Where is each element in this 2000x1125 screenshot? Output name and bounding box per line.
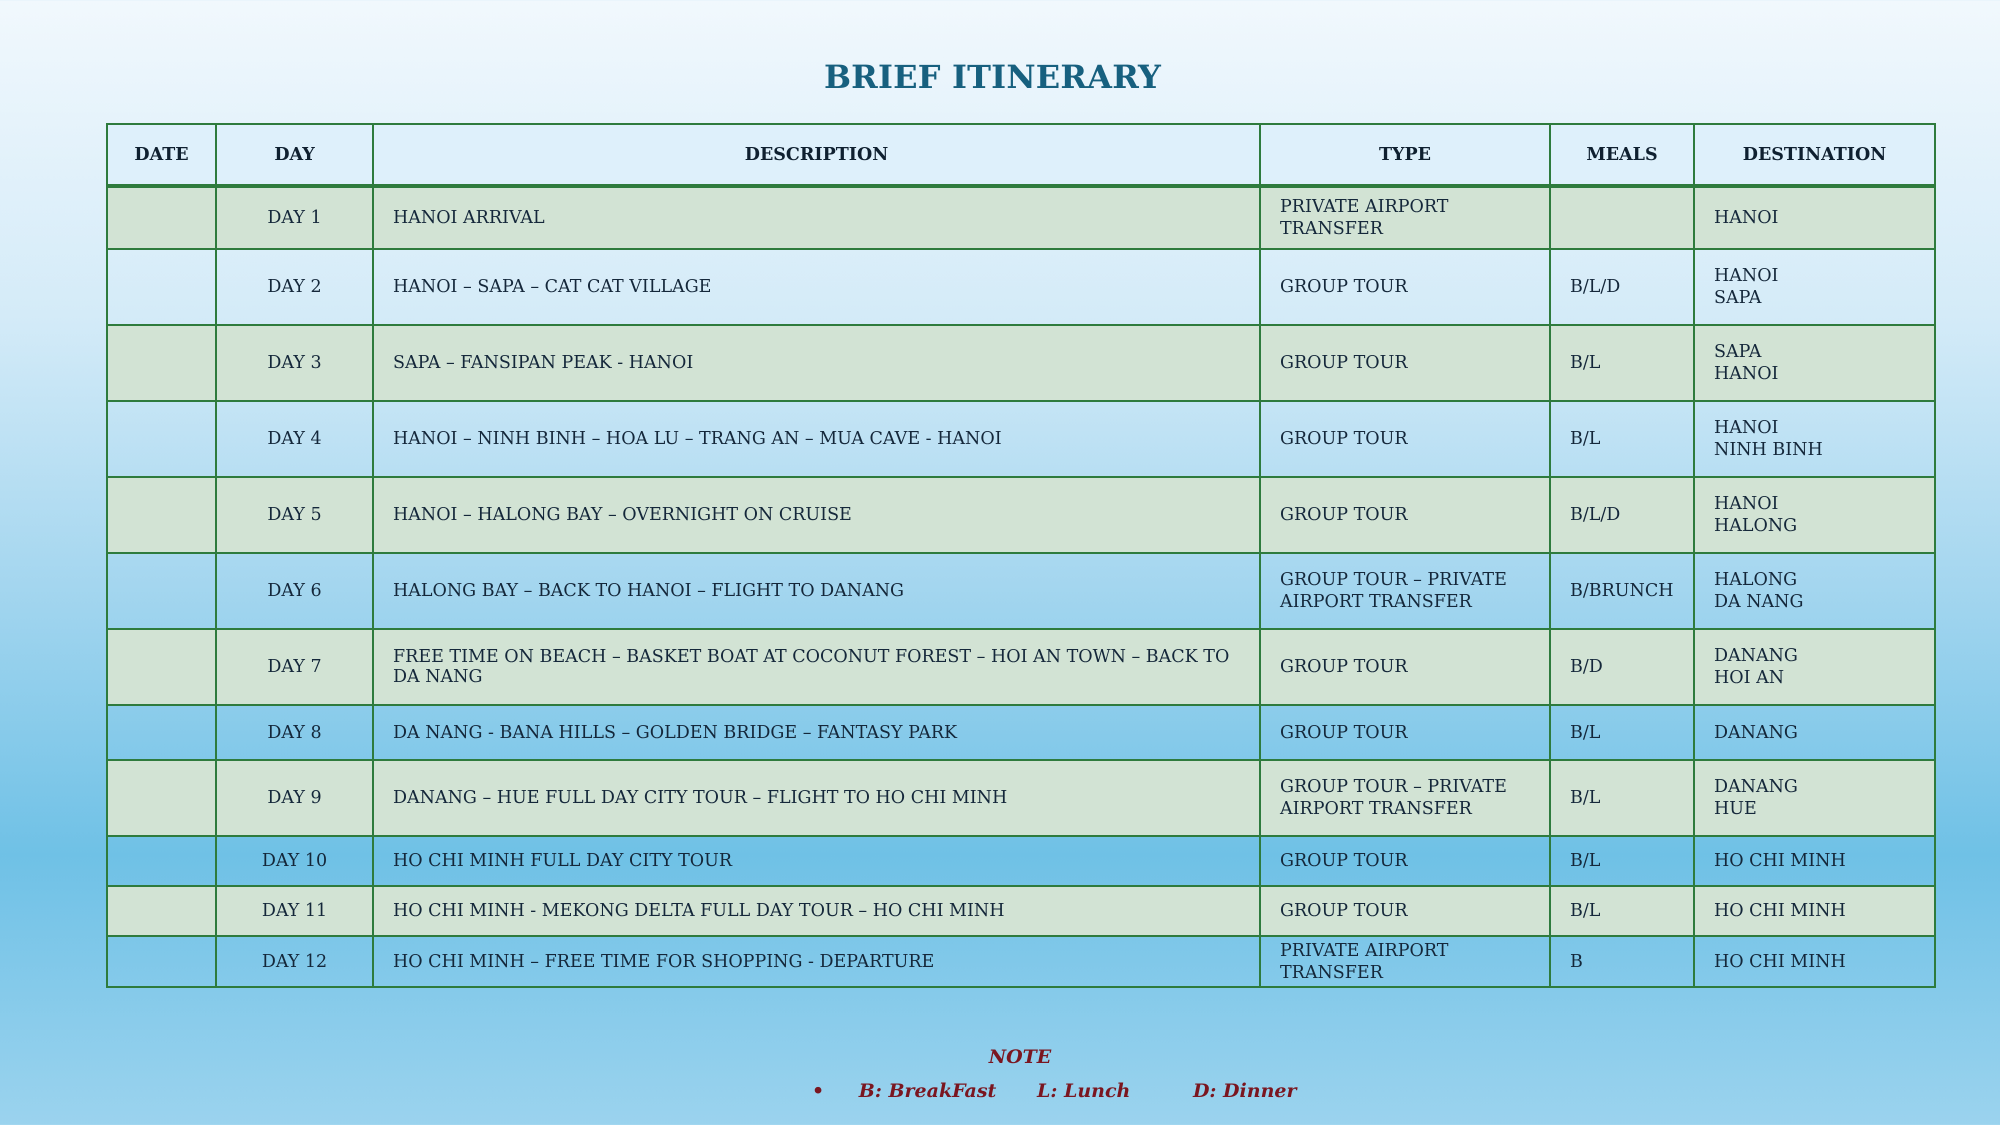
day-cell: DAY 9 (216, 760, 373, 836)
type-line: GROUP TOUR (1280, 277, 1408, 297)
destination-line: HO CHI MINH (1714, 851, 1846, 871)
type-line: GROUP TOUR (1280, 505, 1408, 525)
column-header-day: DAY (216, 124, 373, 186)
table-row (107, 477, 1935, 553)
destination-line: HOI AN (1714, 668, 1785, 688)
type-cell (1260, 629, 1550, 705)
type-cell (1260, 836, 1550, 886)
destination-line: HANOI (1714, 494, 1779, 514)
destination-line: SAPA (1714, 342, 1762, 362)
destination-cell (1694, 401, 1935, 477)
type-line: GROUP TOUR – PRIVATE (1280, 570, 1507, 590)
type-line: GROUP TOUR – PRIVATE (1280, 777, 1507, 797)
table-row (107, 553, 1935, 629)
description-cell: DANANG – HUE FULL DAY CITY TOUR – FLIGHT TO HO CHI MINH (373, 760, 1260, 836)
description-cell: SAPA – FANSIPAN PEAK - HANOI (373, 325, 1260, 401)
day-cell: DAY 7 (216, 629, 373, 705)
description-cell: DA NANG - BANA HILLS – GOLDEN BRIDGE – FANTASY PARK (373, 705, 1260, 760)
date-cell (107, 553, 216, 629)
column-header-meals: MEALS (1550, 124, 1694, 186)
type-line: AIRPORT TRANSFER (1280, 592, 1472, 612)
day-cell: DAY 3 (216, 325, 373, 401)
date-cell (107, 249, 216, 325)
type-cell (1260, 760, 1550, 836)
type-cell (1260, 401, 1550, 477)
type-line: AIRPORT TRANSFER (1280, 799, 1472, 819)
legend-lunch: L: Lunch (1036, 1080, 1131, 1102)
destination-line: HO CHI MINH (1714, 951, 1846, 972)
destination-line: HUE (1714, 799, 1757, 819)
day-cell: DAY 12 (216, 936, 373, 987)
destination-cell (1694, 936, 1935, 987)
itinerary-table (106, 123, 1936, 988)
destination-cell (1694, 477, 1935, 553)
destination-line: DANANG (1714, 777, 1798, 797)
date-cell (107, 325, 216, 401)
table-row (107, 629, 1935, 705)
type-line: PRIVATE AIRPORT TRANSFER (1280, 197, 1449, 239)
column-header-type: TYPE (1260, 124, 1550, 186)
type-cell (1260, 325, 1550, 401)
meals-cell: B/L (1550, 705, 1694, 760)
table-row (107, 886, 1935, 936)
type-line: GROUP TOUR (1280, 657, 1408, 677)
day-cell: DAY 5 (216, 477, 373, 553)
date-cell (107, 705, 216, 760)
date-cell (107, 836, 216, 886)
date-cell (107, 401, 216, 477)
meals-cell: B/D (1550, 629, 1694, 705)
destination-line: HO CHI MINH (1714, 901, 1846, 921)
day-cell: DAY 4 (216, 401, 373, 477)
day-cell: DAY 1 (216, 186, 373, 249)
table-row (107, 760, 1935, 836)
destination-cell (1694, 705, 1935, 760)
day-cell: DAY 2 (216, 249, 373, 325)
itinerary-table-body (107, 186, 1935, 987)
destination-line: DA NANG (1714, 592, 1804, 612)
date-cell (107, 629, 216, 705)
legend-breakfast: B: BreakFast (858, 1080, 997, 1102)
meals-cell: B/L (1550, 325, 1694, 401)
destination-line: HANOI (1714, 364, 1779, 384)
destination-line: HANOI (1714, 266, 1779, 286)
date-cell (107, 936, 216, 987)
description-cell: HALONG BAY – BACK TO HANOI – FLIGHT TO DANANG (373, 553, 1260, 629)
description-cell: HANOI – NINH BINH – HOA LU – TRANG AN – MUA CAVE - HANOI (373, 401, 1260, 477)
meals-cell: B/L/D (1550, 477, 1694, 553)
type-cell (1260, 705, 1550, 760)
column-header-date: DATE (107, 124, 216, 186)
itinerary-title: BRIEF ITINERARY (823, 58, 1162, 96)
date-cell (107, 760, 216, 836)
date-cell (107, 886, 216, 936)
note-heading: NOTE (988, 1046, 1052, 1068)
day-cell: DAY 11 (216, 886, 373, 936)
day-cell: DAY 10 (216, 836, 373, 886)
type-line: GROUP TOUR (1280, 722, 1408, 743)
description-cell: HO CHI MINH - MEKONG DELTA FULL DAY TOUR – HO CHI MINH (373, 886, 1260, 936)
table-row (107, 401, 1935, 477)
column-header-description: DESCRIPTION (373, 124, 1260, 186)
table-row (107, 325, 1935, 401)
type-line: GROUP TOUR (1280, 429, 1408, 449)
legend-bullet: • (812, 1080, 825, 1102)
destination-cell (1694, 249, 1935, 325)
description-cell: HANOI – HALONG BAY – OVERNIGHT ON CRUISE (373, 477, 1260, 553)
type-cell (1260, 936, 1550, 987)
destination-line: DANANG (1714, 646, 1798, 666)
destination-cell (1694, 760, 1935, 836)
destination-line: HANOI (1714, 418, 1779, 438)
meals-cell: B/L (1550, 760, 1694, 836)
meals-cell: B/L (1550, 401, 1694, 477)
destination-line: NINH BINH (1714, 440, 1823, 460)
type-cell (1260, 886, 1550, 936)
meals-cell: B/L/D (1550, 249, 1694, 325)
table-row (107, 186, 1935, 249)
destination-cell (1694, 629, 1935, 705)
type-line: GROUP TOUR (1280, 851, 1408, 871)
description-cell: HANOI ARRIVAL (373, 186, 1260, 249)
destination-line: HALONG (1714, 570, 1798, 590)
type-line: PRIVATE AIRPORT TRANSFER (1280, 940, 1449, 983)
type-cell (1260, 477, 1550, 553)
type-line: GROUP TOUR (1280, 901, 1408, 921)
day-cell: DAY 8 (216, 705, 373, 760)
destination-line: DANANG (1714, 722, 1798, 743)
meals-cell: B (1550, 936, 1694, 987)
table-row (107, 705, 1935, 760)
destination-line: SAPA (1714, 288, 1762, 308)
date-cell (107, 477, 216, 553)
meals-cell: B/L (1550, 886, 1694, 936)
meals-cell (1550, 186, 1694, 249)
description-cell: HANOI – SAPA – CAT CAT VILLAGE (373, 249, 1260, 325)
description-cell: HO CHI MINH FULL DAY CITY TOUR (373, 836, 1260, 886)
destination-cell (1694, 886, 1935, 936)
legend-dinner: D: Dinner (1192, 1080, 1297, 1102)
destination-cell (1694, 553, 1935, 629)
type-cell (1260, 553, 1550, 629)
table-row (107, 249, 1935, 325)
description-cell: FREE TIME ON BEACH – BASKET BOAT AT COCONUT FOREST – HOI AN TOWN – BACK TO DA NANG (373, 629, 1260, 705)
destination-cell (1694, 836, 1935, 886)
type-cell (1260, 186, 1550, 249)
table-row (107, 836, 1935, 886)
type-line: GROUP TOUR (1280, 353, 1408, 373)
type-cell (1260, 249, 1550, 325)
day-cell: DAY 6 (216, 553, 373, 629)
meal-legend (812, 1080, 1296, 1102)
description-cell: HO CHI MINH – FREE TIME FOR SHOPPING - DEPARTURE (373, 936, 1260, 987)
table-header-row (107, 124, 1935, 186)
meals-cell: B/BRUNCH (1550, 553, 1694, 629)
column-header-destination: DESTINATION (1694, 124, 1935, 186)
destination-cell (1694, 186, 1935, 249)
date-cell (107, 186, 216, 249)
meals-cell: B/L (1550, 836, 1694, 886)
destination-line: HALONG (1714, 516, 1798, 536)
table-row (107, 936, 1935, 987)
destination-cell (1694, 325, 1935, 401)
destination-line: HANOI (1714, 208, 1779, 228)
